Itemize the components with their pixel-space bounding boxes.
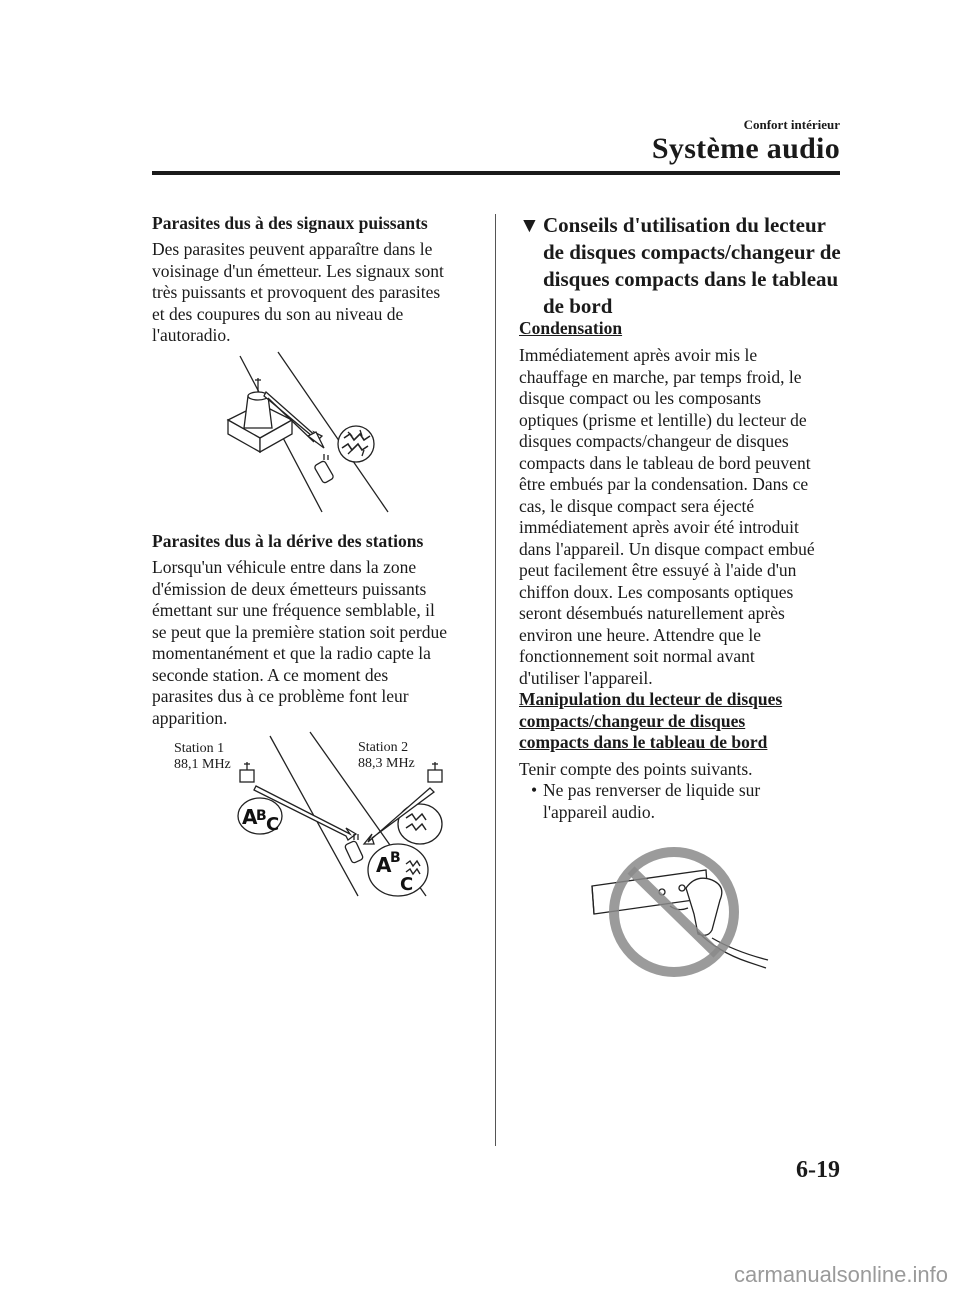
text-line: voisinage d'un émetteur. Les signaux sont (152, 260, 444, 281)
text-line: parasites dus à ce problème font leur (152, 686, 409, 706)
column-divider (495, 214, 496, 1146)
text-line: momentanément et que la radio capte la (152, 643, 431, 663)
heading-strong-signals: Parasites dus à des signaux puissants (152, 213, 428, 233)
triangle-bullet-icon: ▼ (519, 213, 540, 237)
text-line: dans l'appareil. Un disque compact embué (519, 538, 815, 559)
svg-text:B: B (390, 850, 401, 866)
text-line: de bord (543, 294, 613, 318)
bullet-icon: • (531, 780, 538, 800)
text-line: disque compact ou les composants (519, 388, 762, 408)
text-line: l'appareil audio. (543, 801, 655, 822)
text-line: Manipulation du lecteur de disques (519, 689, 783, 709)
text-line: et des coupures du son au niveau de (152, 303, 404, 324)
bullet-item-liquid (519, 780, 841, 823)
text-line: apparition. (152, 707, 228, 728)
station2-frequency: 88,3 MHz (358, 756, 415, 771)
svg-text:C: C (400, 874, 414, 895)
text-line: Ne pas renverser de liquide sur (543, 780, 761, 800)
text-line: disques compacts dans le tableau (543, 267, 839, 291)
header-rule (152, 171, 840, 175)
station-drift-illustration (230, 730, 450, 902)
text-line: seconde station. A ce moment des (152, 664, 389, 685)
text-line: environ une heure. Attendre que le (519, 624, 761, 645)
no-liquid-warning-illustration (586, 848, 768, 982)
text-line: fonctionnement soit normal avant (519, 646, 755, 666)
svg-text:A: A (376, 853, 392, 877)
paragraph-station-drift (152, 557, 472, 729)
svg-text:C: C (266, 814, 280, 835)
text-line: compacts dans le tableau de bord peuvent (519, 452, 811, 473)
text-line: immédiatement après avoir été introduit (519, 517, 799, 537)
subheading-condensation: Condensation (519, 318, 623, 338)
watermark: carmanualsonline.info (733, 1262, 948, 1287)
text-line: être embués par la condensation. Dans ce (519, 474, 809, 494)
section-title: Système audio (651, 132, 840, 165)
text-line: optiques (prisme et lentille) du lecteur de (519, 409, 807, 430)
section-heading-cd-tips (519, 212, 849, 320)
svg-text:A: A (242, 805, 258, 829)
strong-signal-illustration (220, 352, 400, 522)
page-number: 6-19 (796, 1157, 840, 1183)
text-line: Des parasites peuvent apparaître dans le (152, 239, 433, 259)
station1-frequency: 88,1 MHz (174, 757, 231, 772)
section-category: Confort intérieur (743, 117, 840, 132)
text-line: chiffon doux. Les composants optiques (519, 581, 794, 602)
text-line: d'émission de deux émetteurs puissants (152, 578, 427, 599)
paragraph-handling-intro: Tenir compte des points suivants. (519, 759, 753, 779)
text-line: de disques compacts/changeur de (543, 240, 841, 264)
text-line: d'utiliser l'appareil. (519, 667, 653, 688)
station1-label (174, 741, 231, 773)
text-line: chauffage en marche, par temps froid, le (519, 366, 802, 387)
text-line: cas, le disque compact sera éjecté (519, 495, 755, 516)
text-line: compacts/changeur de disques (519, 710, 746, 731)
text-line: disques compacts/changeur de disques (519, 431, 789, 451)
text-line: se peut que la première station soit perdue (152, 621, 447, 642)
heading-station-drift: Parasites dus à la dérive des stations (152, 531, 424, 551)
text-line: émettant sur une fréquence semblable, il (152, 600, 435, 620)
text-line: peut facilement être essuyé à l'aide d'un (519, 560, 797, 580)
station2-name: Station 2 (358, 740, 409, 755)
text-line: Lorsqu'un véhicule entre dans la zone (152, 557, 417, 577)
text-line: très puissants et provoquent des parasites (152, 282, 441, 302)
text-line: seront désembués naturellement après (519, 603, 785, 623)
station1-name: Station 1 (174, 741, 225, 756)
paragraph-strong-signals (152, 239, 472, 347)
text-line: Conseils d'utilisation du lecteur (543, 213, 826, 237)
text-line: Immédiatement après avoir mis le (519, 345, 758, 365)
paragraph-condensation (519, 345, 841, 689)
svg-text:B: B (256, 808, 267, 824)
text-line: l'autoradio. (152, 325, 231, 345)
subheading-handling (519, 689, 841, 754)
text-line: compacts dans le tableau de bord (519, 732, 768, 752)
